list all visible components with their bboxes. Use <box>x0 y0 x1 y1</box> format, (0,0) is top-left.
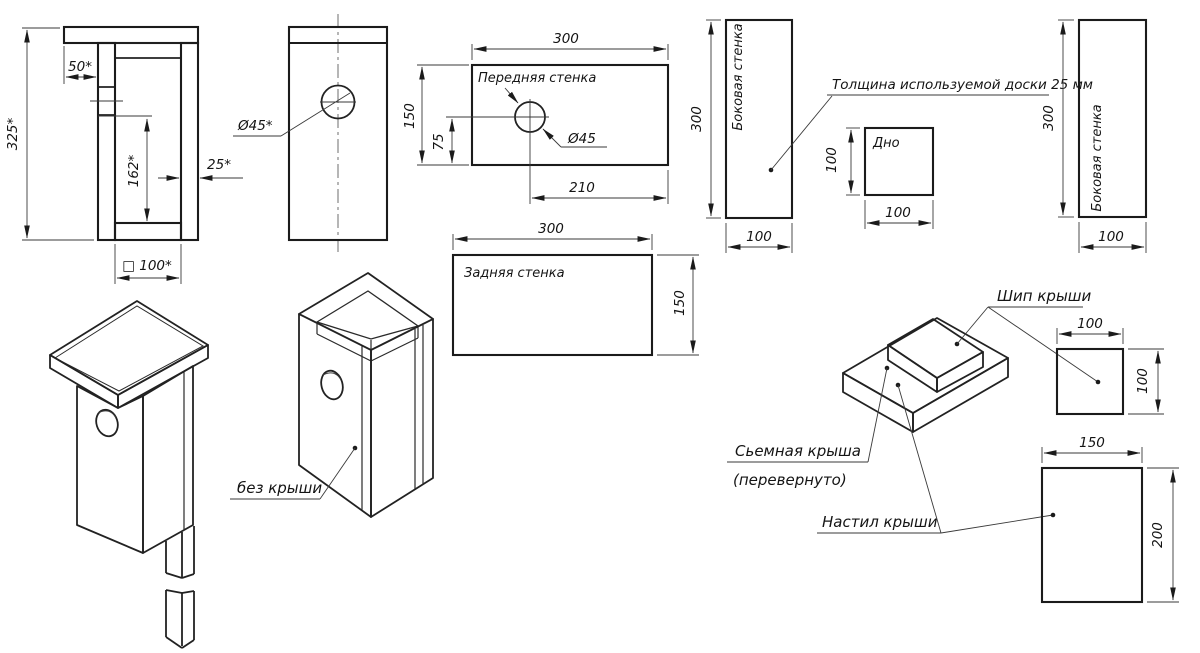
roof-deck-label: Настил крыши <box>822 513 938 531</box>
roof-tenon-rect <box>1057 349 1123 414</box>
entrance-hole-rim <box>98 411 116 418</box>
section-roof-tenon <box>115 43 181 58</box>
iso-removable-roof <box>843 318 1008 432</box>
deck-dim-width <box>1042 435 1142 463</box>
side-wall-left-panel <box>689 20 832 253</box>
iso-birdhouse-no-roof <box>230 273 433 517</box>
dim-front-wall-width: 300 <box>553 31 579 47</box>
deck-panel-dot <box>1051 513 1056 518</box>
dim-section-wall-thickness: 25* <box>207 157 231 173</box>
tenon-dim-width <box>1057 316 1123 344</box>
roof-right-face <box>118 345 208 408</box>
dim-section-inner-height: 162* <box>126 154 142 188</box>
front-wall-panel <box>402 31 668 204</box>
section-dim-wall-thickness <box>158 157 243 178</box>
dim-bottom-width: 100 <box>885 205 911 221</box>
board-thickness-note <box>827 77 1093 95</box>
no-roof-label: без крыши <box>237 479 323 497</box>
dim-front-wall-hole: Ø45 <box>568 131 596 147</box>
dim-side-wall-right-width: 100 <box>1098 229 1124 245</box>
section-left-wall-upper <box>98 43 115 87</box>
tenon-dim-height <box>1128 349 1164 414</box>
dim-side-wall-left-width: 100 <box>746 229 772 245</box>
roof-left-face <box>50 355 118 408</box>
removable-roof-label-1: Сьемная крыша <box>735 442 861 460</box>
inner-wall-left <box>317 334 371 361</box>
side-wall-left-label: Боковая стенка <box>731 23 746 131</box>
bottom-panel-dim-height <box>824 128 860 195</box>
dim-section-overhang: 50* <box>68 59 92 75</box>
board-thickness-text: Толщина используемой доски 25 мм <box>832 77 1093 93</box>
deck-leader-1 <box>898 385 941 533</box>
back-wall-label: Задняя стенка <box>464 266 565 281</box>
tenon-panel-dot <box>1096 380 1101 385</box>
front-wall-dim-hole-right <box>532 170 668 204</box>
section-bottom-board <box>115 223 181 240</box>
back-wall-panel <box>453 221 699 355</box>
inner-wall-right <box>371 338 418 361</box>
dim-deck-height: 200 <box>1150 522 1166 548</box>
dim-front-view-hole: Ø45* <box>238 118 273 134</box>
section-dim-overhang <box>64 46 96 84</box>
side-wall-right-panel <box>1041 20 1146 253</box>
back-wall-dim-height <box>657 255 699 355</box>
section-roof-board <box>64 27 198 43</box>
roof-tenon-left-face <box>888 345 937 392</box>
roof-deck-left-face <box>843 373 913 432</box>
side-wall-left-dim-height <box>689 20 721 218</box>
dim-section-height: 325* <box>5 117 21 151</box>
removable-roof-label-2: (перевернуто) <box>733 471 847 489</box>
noroof-right-face <box>371 319 433 517</box>
no-roof-callout <box>230 446 357 499</box>
section-view <box>5 27 243 284</box>
side-wall-right-dim-width <box>1079 222 1146 253</box>
tenon-callout <box>957 287 1098 382</box>
bottom-panel-label: Дно <box>873 136 900 151</box>
front-wall-label-leader <box>505 88 518 103</box>
dim-front-wall-height: 150 <box>402 103 418 129</box>
note-leader-line <box>771 96 832 170</box>
side-wall-right-dim-height <box>1041 20 1074 217</box>
dim-tenon-height: 100 <box>1135 368 1151 394</box>
dim-deck-width: 150 <box>1079 435 1105 451</box>
front-wall-label: Передняя стенка <box>478 71 597 86</box>
mounting-pole <box>166 526 194 648</box>
bottom-panel-dim-width <box>865 200 933 229</box>
deck-leader-2 <box>941 515 1053 533</box>
side-wall-right-label: Боковая стенка <box>1090 104 1105 212</box>
body-right-face <box>143 366 193 553</box>
iso-birdhouse-with-roof <box>50 301 208 648</box>
deck-dim-height <box>1147 468 1179 602</box>
section-left-wall-lower <box>98 115 115 240</box>
rim-outer <box>299 273 433 350</box>
section-left-wall-outline <box>98 43 115 240</box>
dim-front-wall-hole-bottom: 75 <box>431 133 447 151</box>
dim-tenon-width: 100 <box>1077 316 1103 332</box>
dim-back-wall-height: 150 <box>672 290 688 316</box>
dim-back-wall-width: 300 <box>538 221 564 237</box>
entrance-hole-3d <box>93 407 121 439</box>
dim-side-wall-left-height: 300 <box>689 106 705 132</box>
back-wall-dim-width <box>453 221 652 250</box>
roof-deck-rect <box>1042 468 1142 602</box>
front-view-hole-callout <box>233 93 350 136</box>
side-wall-left-dim-width <box>726 223 792 253</box>
dim-side-wall-right-height: 300 <box>1041 105 1057 131</box>
dim-front-wall-hole-right: 210 <box>569 180 595 196</box>
bottom-panel <box>824 128 933 229</box>
front-view <box>233 14 387 252</box>
front-wall-dim-width <box>472 31 668 60</box>
section-right-wall <box>181 43 198 240</box>
front-wall-dim-hole-bottom <box>431 119 452 163</box>
dim-bottom-height: 100 <box>824 147 840 173</box>
roof-deck-right-face <box>913 358 1008 432</box>
dim-section-inner-width: □ 100* <box>122 258 172 274</box>
roof-deck-panel <box>1042 435 1179 602</box>
roof-top-inset-edge <box>55 306 203 391</box>
section-dim-inner-height <box>98 116 152 221</box>
removable-roof-callout <box>727 368 887 489</box>
roof-tenon-label: Шип крыши <box>997 287 1092 305</box>
section-dim-inner-width <box>115 244 181 284</box>
front-wall-hole-callout <box>543 129 607 147</box>
